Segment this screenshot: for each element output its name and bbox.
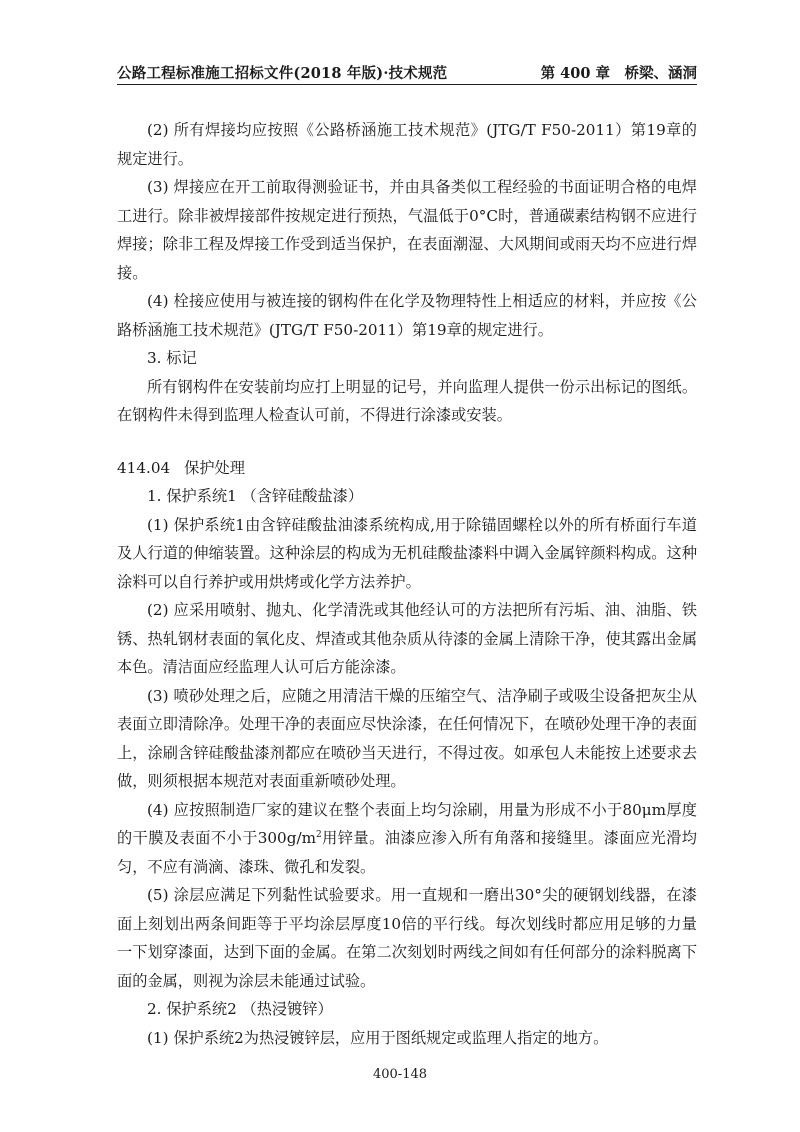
subheading-protection-system-2: 2. 保护系统2 （热浸镀锌） xyxy=(147,1000,333,1018)
header-document-title: 公路工程标准施工招标文件(2018 年版)·技术规范 xyxy=(117,65,448,82)
paragraph-welding-standard: (2) 所有焊接均应按照《公路桥涵施工技术规范》(JTG/T F50-2011）第19章的规定进行。 xyxy=(117,121,697,168)
paragraph-welder-certification: (3) 焊接应在开工前取得测验证书，并由具备类似工程经验的书面证明合格的电焊工进行。除非被焊接部件按规定进行预热，气温低于0°C时，普通碳素结构钢不应进行焊接；除非工程及焊接工作受到适当保护，在表面潮湿、大风期间或雨天均不应进行焊接。 xyxy=(117,178,697,282)
subheading-protection-system-1: 1. 保护系统1 （含锌硅酸盐漆） xyxy=(147,487,364,505)
superscript-two: 2 xyxy=(315,829,322,840)
section-number: 414.04 xyxy=(117,458,171,477)
paragraph-post-blasting: (3) 喷砂处理之后，应随之用清洁干燥的压缩空气、洁净刷子或吸尘设备把灰尘从表面立即清除净。处理干净的表面应尽快涂漆，在任何情况下，在喷砂处理干净的表面上，涂刷含锌硅酸盐漆剂都应在喷砂当天进行，不得过夜。如承包人未能按上述要求去做，则须根据本规范对表面重新喷砂处理。 xyxy=(117,686,697,790)
paragraph-application-part1: (4) 应按照制造厂家的建议在整个表面上均匀涂刷，用量为形成不小于80μm厚度的干膜及表面不小于300g/m xyxy=(117,800,697,847)
page-body xyxy=(117,116,697,1052)
section-heading xyxy=(117,454,697,483)
paragraph-application-part2: 用锌量。油漆应渗入所有角落和接缝里。漆面应光滑均匀，不应有淌滴、漆珠、微孔和发裂。 xyxy=(117,829,697,876)
page-header xyxy=(117,50,697,80)
header-chapter-title: 第 400 章 桥梁、涵洞 xyxy=(540,65,697,82)
paragraph-application xyxy=(117,796,697,882)
subheading-marking: 3. 标记 xyxy=(147,349,197,367)
paragraph-bolting: (4) 栓接应使用与被连接的钢构件在化学及物理特性上相适应的材料，并应按《公路桥涵施工技术规范》(JTG/T F50-2011）第19章的规定进行。 xyxy=(117,292,697,339)
section-title: 保护处理 xyxy=(184,458,245,477)
paragraph-system2-galvanizing: (1) 保护系统2为热浸镀锌层，应用于图纸规定或监理人指定的地方。 xyxy=(147,1028,609,1047)
paragraph-adhesion-test: (5) 涂层应满足下列黏性试验要求。用一直规和一磨出30°尖的硬钢划线器，在漆面上刻划出两条间距等于平均涂层厚度10倍的平行线。每次划线时都应用足够的力量一下划穿漆面，达到下面的金属。在第二次刻划时两线之间如有任何部分的涂料脱离下面的金属，则视为涂层未能通过试验。 xyxy=(117,886,697,990)
paragraph-surface-cleaning: (2) 应采用喷射、抛丸、化学清洗或其他经认可的方法把所有污垢、油、油脂、铁锈、热轧钢材表面的氧化皮、焊渣或其他杂质从待漆的金属上清除干净，使其露出金属本色。清洁面应经监理人认可后方能涂漆。 xyxy=(117,601,697,676)
header-divider xyxy=(117,84,697,85)
paragraph-system1-composition: (1) 保护系统1由含锌硅酸盐油漆系统构成,用于除锚固螺栓以外的所有桥面行车道及人行道的伸缩装置。这种涂层的构成为无机硅酸盐漆料中调入金属锌颜料构成。这种涂料可以自行养护或用烘烤或化学方法养护。 xyxy=(117,515,697,591)
page-number: 400-148 xyxy=(372,1067,428,1082)
paragraph-marking: 所有钢构件在安装前均应打上明显的记号，并向监理人提供一份示出标记的图纸。在钢构件未得到监理人检查认可前，不得进行涂漆或安装。 xyxy=(117,377,697,424)
